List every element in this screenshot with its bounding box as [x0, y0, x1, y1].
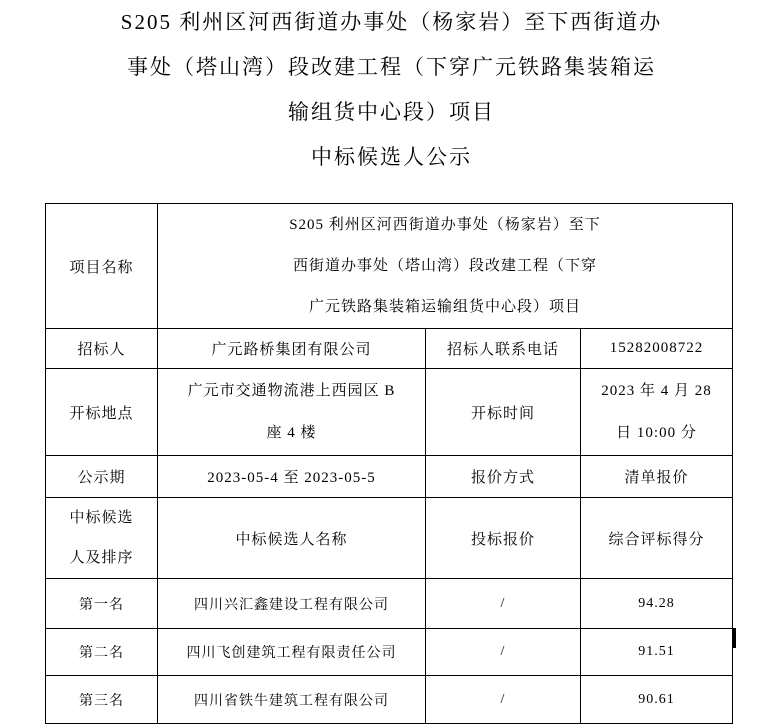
candidate-price: /	[426, 629, 581, 676]
tenderer-phone-value: 15282008722	[581, 329, 733, 369]
publicity-value: 2023-05-4 至 2023-05-5	[158, 456, 426, 498]
title-line-1: S205 利州区河西街道办事处（杨家岩）至下西街道办	[120, 10, 663, 34]
tenderer-phone-label: 招标人联系电话	[426, 329, 581, 369]
title-line-3: 输组货中心段）项目	[288, 100, 495, 124]
project-name-value: S205 利州区河西街道办事处（杨家岩）至下 西街道办事处（塔山湾）段改建工程（下穿 广元铁路集装箱运输组货中心段）项目	[158, 204, 733, 329]
candidate-name: 四川省铁牛建筑工程有限公司	[158, 676, 426, 724]
candidate-name-header: 中标候选人名称	[158, 498, 426, 579]
text-cursor	[733, 628, 736, 648]
bid-opening-location-value: 广元市交通物流港上西园区 B 座 4 楼	[158, 369, 426, 456]
project-name-row	[46, 204, 733, 329]
publicity-label: 公示期	[46, 456, 158, 498]
quote-method-label: 报价方式	[426, 456, 581, 498]
candidate-row-2	[46, 629, 733, 676]
bid-announcement-table	[45, 203, 733, 724]
candidate-score: 90.61	[581, 676, 733, 724]
candidate-header-row	[46, 498, 733, 579]
bid-opening-row	[46, 369, 733, 456]
candidate-rank: 第三名	[46, 676, 158, 724]
title-line-4: 中标候选人公示	[311, 145, 472, 169]
document-title	[0, 0, 783, 180]
quote-method-value: 清单报价	[581, 456, 733, 498]
project-name-label: 项目名称	[46, 204, 158, 329]
candidate-name: 四川飞创建筑工程有限责任公司	[158, 629, 426, 676]
bid-opening-time-value: 2023 年 4 月 28 日 10:00 分	[581, 369, 733, 456]
tenderer-label: 招标人	[46, 329, 158, 369]
candidate-row-1	[46, 579, 733, 629]
candidate-name: 四川兴汇鑫建设工程有限公司	[158, 579, 426, 629]
title-line-2: 事处（塔山湾）段改建工程（下穿广元铁路集装箱运	[127, 55, 656, 79]
candidate-rank: 第一名	[46, 579, 158, 629]
candidate-row-3	[46, 676, 733, 724]
candidate-score: 94.28	[581, 579, 733, 629]
candidate-rank: 第二名	[46, 629, 158, 676]
tenderer-row	[46, 329, 733, 369]
candidate-score-header: 综合评标得分	[581, 498, 733, 579]
candidate-score: 91.51	[581, 629, 733, 676]
candidate-price-header: 投标报价	[426, 498, 581, 579]
candidate-header-label: 中标候选 人及排序	[46, 498, 158, 579]
tenderer-value: 广元路桥集团有限公司	[158, 329, 426, 369]
bid-opening-time-label: 开标时间	[426, 369, 581, 456]
bid-opening-location-label: 开标地点	[46, 369, 158, 456]
publicity-row	[46, 456, 733, 498]
candidate-price: /	[426, 579, 581, 629]
candidate-price: /	[426, 676, 581, 724]
